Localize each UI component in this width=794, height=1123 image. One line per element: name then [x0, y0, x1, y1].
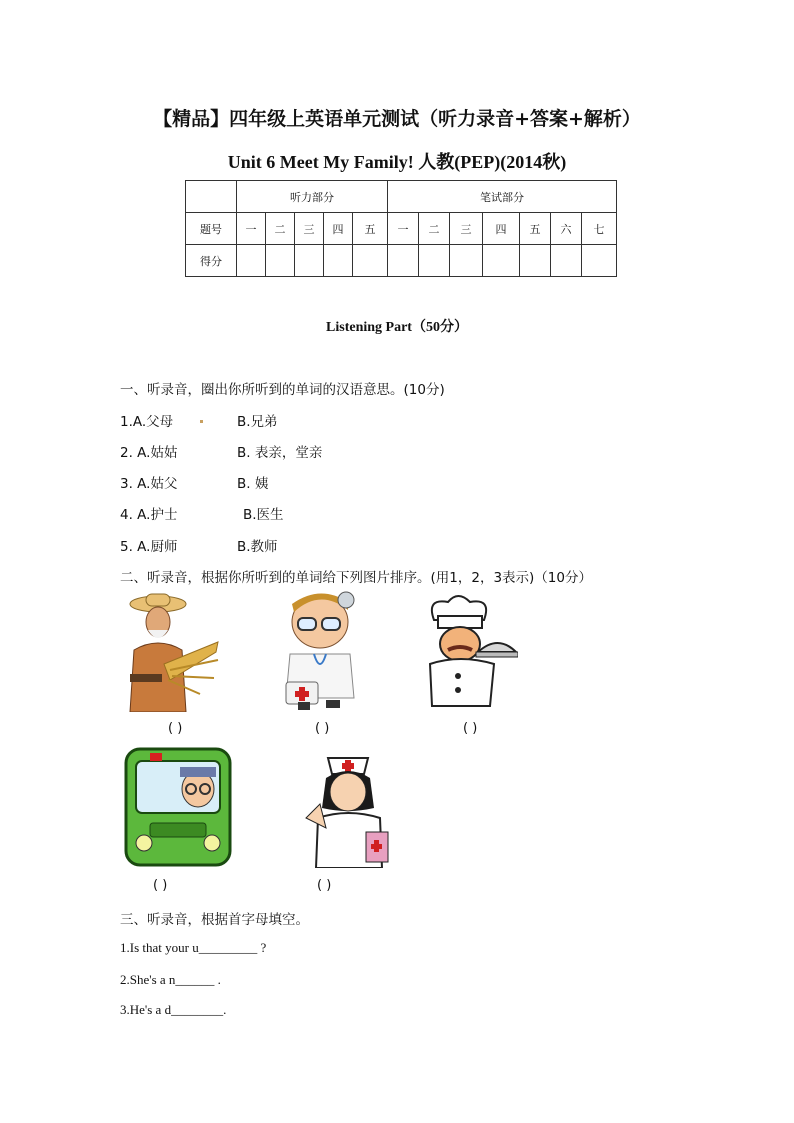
score-cell[interactable]: [237, 245, 266, 277]
column-header: 四: [483, 213, 520, 245]
column-header: 五: [353, 213, 388, 245]
farmer-order-blank[interactable]: ( ): [168, 721, 183, 736]
cook-picture: [408, 594, 518, 712]
score-cell[interactable]: [483, 245, 520, 277]
column-header: 二: [419, 213, 450, 245]
column-header: 二: [266, 213, 295, 245]
driver-order-blank[interactable]: ( ): [153, 878, 168, 893]
question-number-label: 题号: [186, 213, 237, 245]
column-header: 四: [324, 213, 353, 245]
doctor-picture: [268, 588, 370, 712]
score-cell[interactable]: [266, 245, 295, 277]
section1-item3-option-a[interactable]: 3. A.姑父: [120, 476, 178, 492]
listening-part-title: Listening Part（50分）: [326, 320, 468, 335]
cook-order-blank[interactable]: ( ): [463, 721, 478, 736]
section1-item2-option-b[interactable]: B. 表亲，堂亲: [237, 445, 323, 461]
section2-heading: 二、听录音，根据你所听到的单词给下列图片排序。(用1，2，3表示)（10分）: [120, 570, 592, 586]
fill-blank-item-2[interactable]: 2.She's a n______ .: [120, 972, 221, 987]
score-table-corner: [186, 181, 237, 213]
section1-item2-option-a[interactable]: 2. A.姑姑: [120, 445, 178, 461]
section1-item1-option-b[interactable]: B.兄弟: [237, 414, 278, 430]
section1-item5-option-b[interactable]: B.教师: [237, 539, 278, 555]
score-table: [185, 180, 617, 277]
section1-item4-option-a[interactable]: 4. A.护士: [120, 507, 178, 523]
section1-item5-option-a[interactable]: 5. A.厨师: [120, 539, 178, 555]
section3-heading: 三、听录音，根据首字母填空。: [120, 912, 309, 928]
nurse-picture: [296, 744, 404, 868]
score-cell[interactable]: [324, 245, 353, 277]
doctor-order-blank[interactable]: ( ): [315, 721, 330, 736]
column-header: 五: [520, 213, 551, 245]
score-cell[interactable]: [388, 245, 419, 277]
score-cell[interactable]: [295, 245, 324, 277]
section1-item3-option-b[interactable]: B. 姨: [237, 476, 269, 492]
score-cell[interactable]: [419, 245, 450, 277]
listening-part-header: 听力部分: [237, 181, 388, 213]
stray-mark: [200, 420, 203, 423]
score-cell[interactable]: [353, 245, 388, 277]
score-cell[interactable]: [551, 245, 582, 277]
score-cell[interactable]: [450, 245, 483, 277]
written-part-header: 笔试部分: [388, 181, 617, 213]
column-header: 一: [388, 213, 419, 245]
section1-item4-option-b[interactable]: B.医生: [243, 507, 284, 523]
column-header: 一: [237, 213, 266, 245]
farmer-picture: [120, 590, 220, 712]
score-cell[interactable]: [582, 245, 617, 277]
score-label: 得分: [186, 245, 237, 277]
nurse-order-blank[interactable]: ( ): [317, 878, 332, 893]
column-header: 三: [295, 213, 324, 245]
column-header: 七: [582, 213, 617, 245]
column-header: 六: [551, 213, 582, 245]
driver-picture: [120, 745, 234, 869]
section1-heading: 一、听录音，圈出你所听到的单词的汉语意思。(10分): [120, 382, 445, 398]
page-title: 【精品】四年级上英语单元测试（听力录音+答案+解析）: [153, 108, 641, 130]
column-header: 三: [450, 213, 483, 245]
fill-blank-item-3[interactable]: 3.He's a d________.: [120, 1002, 227, 1017]
fill-blank-item-1[interactable]: 1.Is that your u_________ ?: [120, 940, 267, 955]
page-subtitle: Unit 6 Meet My Family! 人教(PEP)(2014秋): [227, 152, 567, 172]
score-cell[interactable]: [520, 245, 551, 277]
section1-item1-option-a[interactable]: 1.A.父母: [120, 414, 174, 430]
